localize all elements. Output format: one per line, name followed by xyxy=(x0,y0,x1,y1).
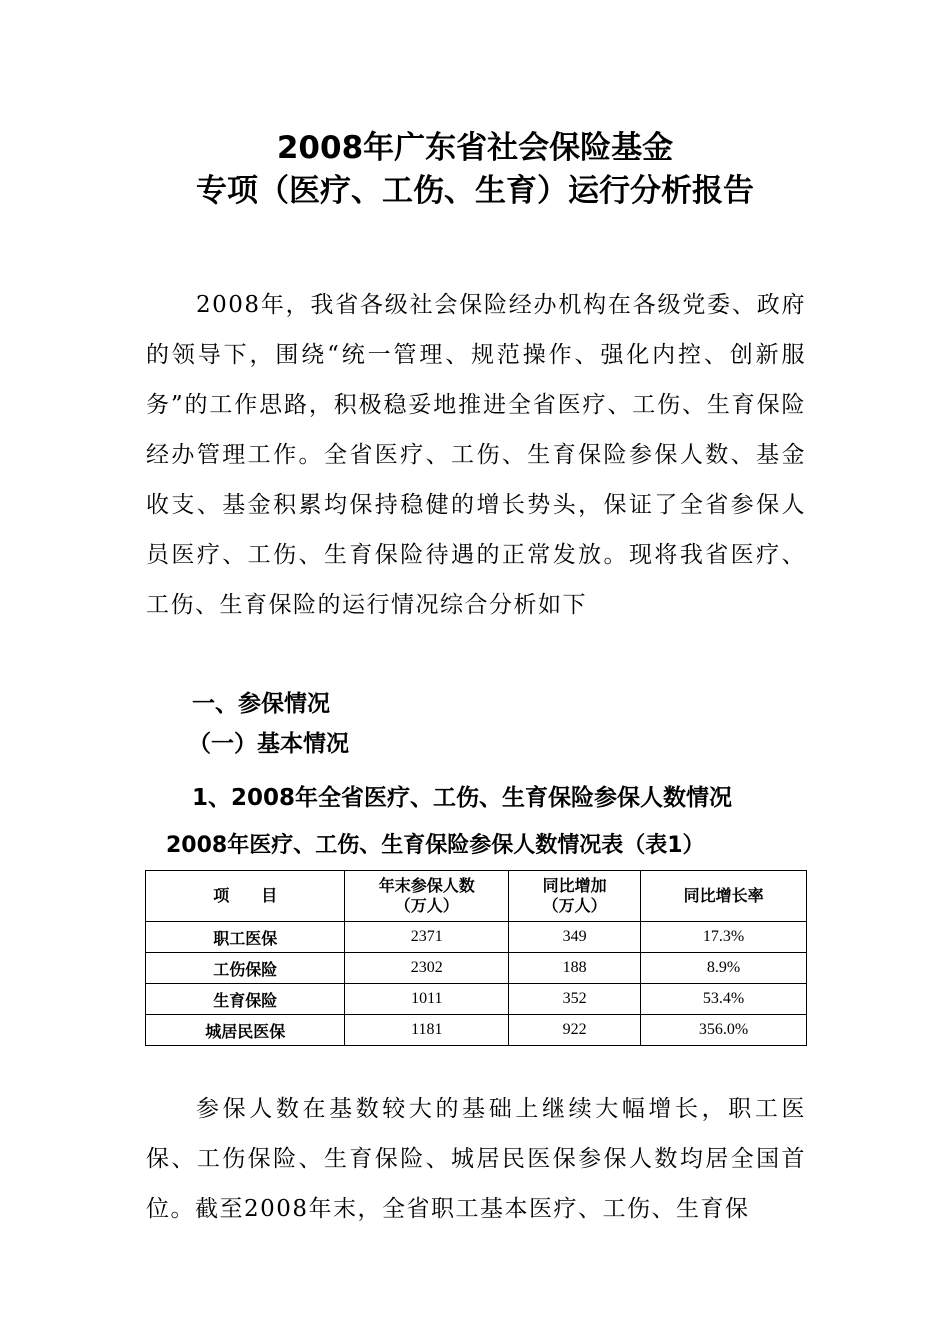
cell-total: 1181 xyxy=(345,1015,509,1046)
header-rate-label: 同比增长率 xyxy=(683,886,764,905)
table-row xyxy=(146,953,807,984)
subsection-heading: （一）基本情况 xyxy=(188,731,349,757)
header-increase-unit: （万人） xyxy=(542,896,607,915)
cell-rate: 356.0% xyxy=(641,1015,807,1046)
cell-rate: 8.9% xyxy=(641,953,807,984)
cell-total: 2302 xyxy=(345,953,509,984)
report-title-line1: 2008年广东省社会保险基金 xyxy=(276,130,674,166)
header-item xyxy=(146,871,345,922)
table-caption: 2008年医疗、工伤、生育保险参保人数情况表（表1） xyxy=(166,833,705,858)
cell-increase: 922 xyxy=(509,1015,641,1046)
insurance-enrollment-table xyxy=(145,870,807,1046)
header-increase xyxy=(509,871,641,922)
cell-total: 2371 xyxy=(345,922,509,953)
cell-item: 城居民医保 xyxy=(146,1015,345,1046)
report-title-line2: 专项（医疗、工伤、生育）运行分析报告 xyxy=(196,173,754,209)
cell-increase: 352 xyxy=(509,984,641,1015)
table-row xyxy=(146,984,807,1015)
intro-paragraph: 2008年，我省各级社会保险经办机构在各级党委、政府的领导下，围绕“统一管理、规范操作、强化内控、创新服务”的工作思路，积极稳妥地推进全省医疗、工伤、生育保险经办管理工作。全省医疗、工伤、生育保险参保人数、基金收支、基金积累均保持稳健的增长势头，保证了全省参保人员医疗、工伤、生育保险待遇的正常发放。现将我省医疗、工伤、生育保险的运行情况综合分析如下 xyxy=(146,292,806,618)
item-heading: 1、2008年全省医疗、工伤、生育保险参保人数情况 xyxy=(192,785,733,811)
header-rate xyxy=(641,871,807,922)
cell-increase: 349 xyxy=(509,922,641,953)
cell-rate: 53.4% xyxy=(641,984,807,1015)
summary-paragraph: 参保人数在基数较大的基础上继续大幅增长，职工医保、工伤保险、生育保险、城居民医保参保人数均居全国首位。截至2008年末，全省职工基本医疗、工伤、生育保 xyxy=(146,1096,806,1222)
header-item-label: 项 目 xyxy=(213,886,278,905)
cell-total: 1011 xyxy=(345,984,509,1015)
cell-item: 工伤保险 xyxy=(146,953,345,984)
header-total xyxy=(345,871,509,922)
cell-rate: 17.3% xyxy=(641,922,807,953)
cell-increase: 188 xyxy=(509,953,641,984)
table-row xyxy=(146,922,807,953)
cell-item: 生育保险 xyxy=(146,984,345,1015)
cell-item: 职工医保 xyxy=(146,922,345,953)
header-total-label: 年末参保人数 xyxy=(378,876,475,895)
header-total-unit: （万人） xyxy=(394,896,459,915)
header-increase-label: 同比增加 xyxy=(542,876,607,895)
section-heading: 一、参保情况 xyxy=(192,691,330,717)
table-row xyxy=(146,1015,807,1046)
table-header-row xyxy=(146,871,807,922)
